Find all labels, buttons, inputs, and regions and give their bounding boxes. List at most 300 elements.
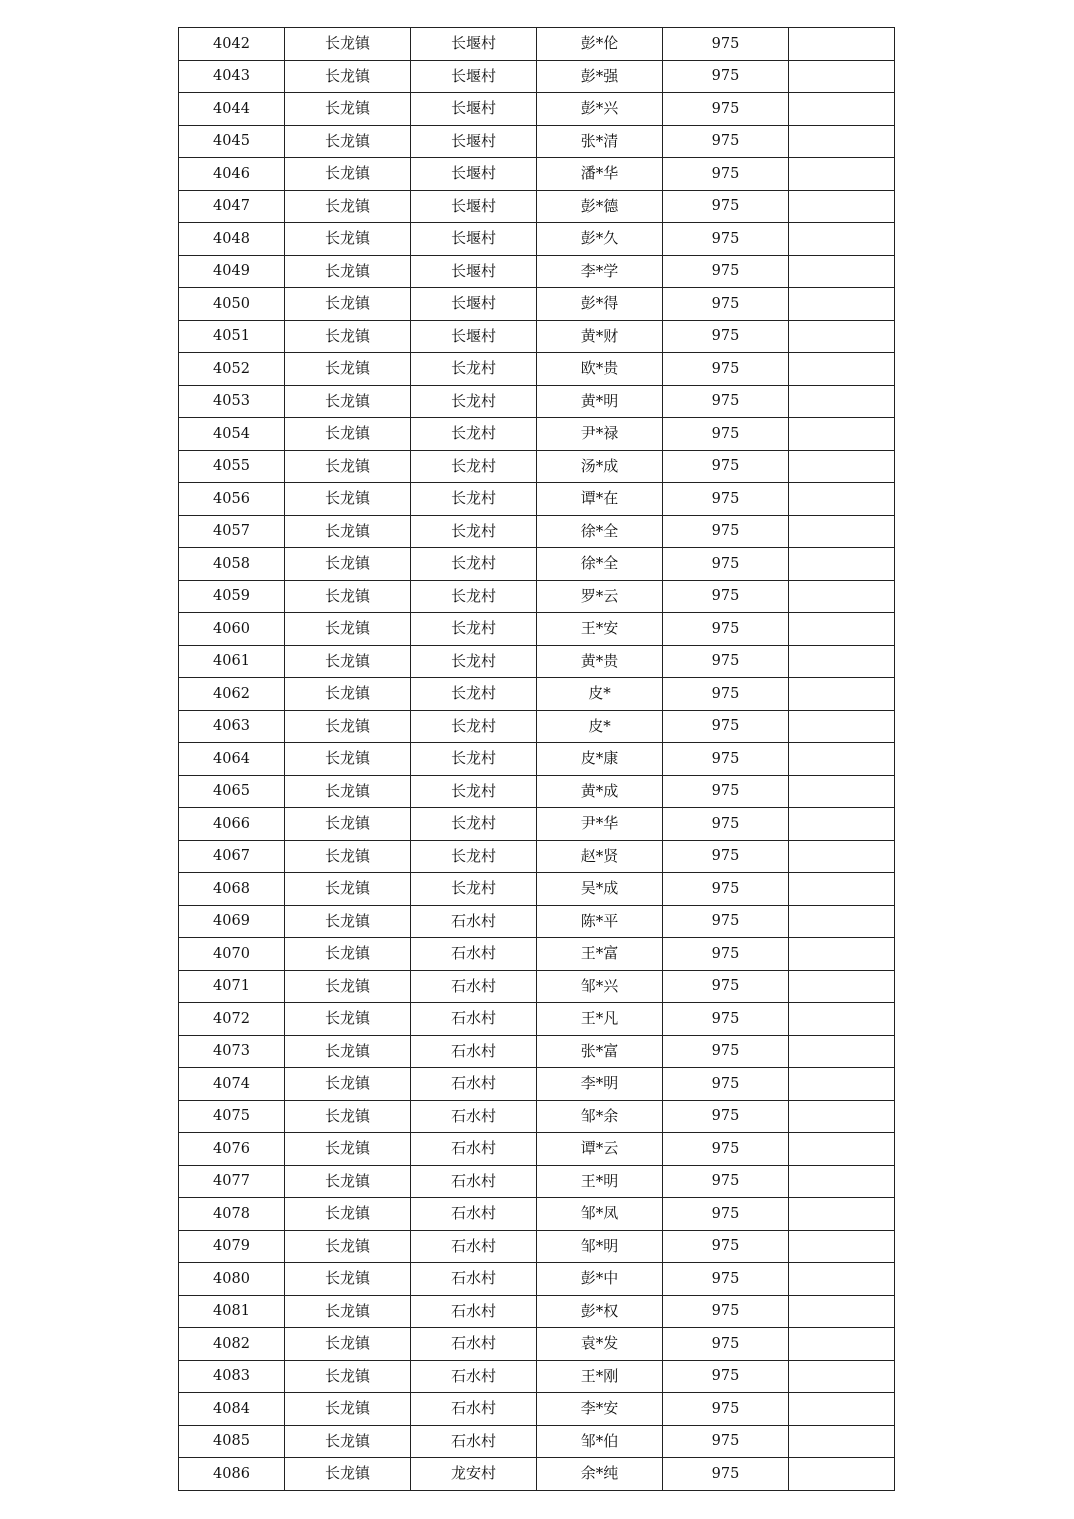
town-cell: 长龙镇	[285, 970, 411, 1003]
town-cell: 长龙镇	[285, 938, 411, 971]
name-cell: 皮*康	[537, 743, 663, 776]
village-cell: 长龙村	[411, 580, 537, 613]
row-number-cell: 4052	[179, 353, 285, 386]
village-cell: 石水村	[411, 905, 537, 938]
name-cell: 徐*全	[537, 515, 663, 548]
amount-cell: 975	[663, 1393, 789, 1426]
note-cell	[789, 28, 895, 61]
name-cell: 邹*伯	[537, 1425, 663, 1458]
village-cell: 石水村	[411, 1100, 537, 1133]
amount-cell: 975	[663, 1230, 789, 1263]
name-cell: 张*清	[537, 125, 663, 158]
row-number-cell: 4045	[179, 125, 285, 158]
name-cell: 黄*成	[537, 775, 663, 808]
village-cell: 长堰村	[411, 255, 537, 288]
table-row	[179, 288, 895, 321]
village-cell: 长龙村	[411, 710, 537, 743]
village-cell: 长龙村	[411, 678, 537, 711]
table-row	[179, 905, 895, 938]
note-cell	[789, 1295, 895, 1328]
note-cell	[789, 1068, 895, 1101]
town-cell: 长龙镇	[285, 190, 411, 223]
row-number-cell: 4071	[179, 970, 285, 1003]
village-cell: 长龙村	[411, 873, 537, 906]
town-cell: 长龙镇	[285, 353, 411, 386]
amount-cell: 975	[663, 1133, 789, 1166]
note-cell	[789, 1198, 895, 1231]
village-cell: 长堰村	[411, 288, 537, 321]
name-cell: 彭*久	[537, 223, 663, 256]
note-cell	[789, 60, 895, 93]
name-cell: 余*纯	[537, 1458, 663, 1491]
town-cell: 长龙镇	[285, 1263, 411, 1296]
note-cell	[789, 320, 895, 353]
amount-cell: 975	[663, 808, 789, 841]
name-cell: 张*富	[537, 1035, 663, 1068]
name-cell: 彭*权	[537, 1295, 663, 1328]
amount-cell: 975	[663, 1068, 789, 1101]
name-cell: 彭*兴	[537, 93, 663, 126]
village-cell: 长堰村	[411, 93, 537, 126]
subsidy-list-table	[178, 27, 895, 1491]
table-row	[179, 93, 895, 126]
village-cell: 长龙村	[411, 808, 537, 841]
amount-cell: 975	[663, 320, 789, 353]
town-cell: 长龙镇	[285, 158, 411, 191]
amount-cell: 975	[663, 613, 789, 646]
name-cell: 陈*平	[537, 905, 663, 938]
town-cell: 长龙镇	[285, 808, 411, 841]
amount-cell: 975	[663, 288, 789, 321]
amount-cell: 975	[663, 158, 789, 191]
row-number-cell: 4082	[179, 1328, 285, 1361]
village-cell: 长堰村	[411, 320, 537, 353]
name-cell: 王*安	[537, 613, 663, 646]
note-cell	[789, 743, 895, 776]
note-cell	[789, 775, 895, 808]
town-cell: 长龙镇	[285, 1425, 411, 1458]
amount-cell: 975	[663, 1458, 789, 1491]
row-number-cell: 4076	[179, 1133, 285, 1166]
amount-cell: 975	[663, 353, 789, 386]
note-cell	[789, 1165, 895, 1198]
row-number-cell: 4065	[179, 775, 285, 808]
amount-cell: 975	[663, 938, 789, 971]
table-row	[179, 613, 895, 646]
note-cell	[789, 1133, 895, 1166]
village-cell: 长堰村	[411, 223, 537, 256]
name-cell: 尹*华	[537, 808, 663, 841]
table-row	[179, 28, 895, 61]
note-cell	[789, 678, 895, 711]
name-cell: 彭*强	[537, 60, 663, 93]
amount-cell: 975	[663, 125, 789, 158]
village-cell: 石水村	[411, 1295, 537, 1328]
town-cell: 长龙镇	[285, 1133, 411, 1166]
village-cell: 石水村	[411, 1068, 537, 1101]
note-cell	[789, 710, 895, 743]
note-cell	[789, 483, 895, 516]
amount-cell: 975	[663, 93, 789, 126]
table-row	[179, 1003, 895, 1036]
amount-cell: 975	[663, 1295, 789, 1328]
town-cell: 长龙镇	[285, 645, 411, 678]
amount-cell: 975	[663, 255, 789, 288]
name-cell: 袁*发	[537, 1328, 663, 1361]
town-cell: 长龙镇	[285, 1230, 411, 1263]
amount-cell: 975	[663, 970, 789, 1003]
village-cell: 长堰村	[411, 158, 537, 191]
amount-cell: 975	[663, 580, 789, 613]
name-cell: 黄*明	[537, 385, 663, 418]
amount-cell: 975	[663, 60, 789, 93]
amount-cell: 975	[663, 840, 789, 873]
table-row	[179, 223, 895, 256]
town-cell: 长龙镇	[285, 1393, 411, 1426]
town-cell: 长龙镇	[285, 60, 411, 93]
note-cell	[789, 288, 895, 321]
town-cell: 长龙镇	[285, 1003, 411, 1036]
town-cell: 长龙镇	[285, 223, 411, 256]
row-number-cell: 4081	[179, 1295, 285, 1328]
name-cell: 李*明	[537, 1068, 663, 1101]
name-cell: 邹*余	[537, 1100, 663, 1133]
amount-cell: 975	[663, 28, 789, 61]
row-number-cell: 4046	[179, 158, 285, 191]
town-cell: 长龙镇	[285, 743, 411, 776]
note-cell	[789, 190, 895, 223]
town-cell: 长龙镇	[285, 905, 411, 938]
name-cell: 彭*得	[537, 288, 663, 321]
table-row	[179, 515, 895, 548]
row-number-cell: 4070	[179, 938, 285, 971]
amount-cell: 975	[663, 385, 789, 418]
town-cell: 长龙镇	[285, 1328, 411, 1361]
amount-cell: 975	[663, 1328, 789, 1361]
amount-cell: 975	[663, 1165, 789, 1198]
town-cell: 长龙镇	[285, 710, 411, 743]
table-row	[179, 938, 895, 971]
name-cell: 王*凡	[537, 1003, 663, 1036]
amount-cell: 975	[663, 418, 789, 451]
village-cell: 长龙村	[411, 515, 537, 548]
amount-cell: 975	[663, 1035, 789, 1068]
row-number-cell: 4061	[179, 645, 285, 678]
table-row	[179, 1263, 895, 1296]
amount-cell: 975	[663, 1198, 789, 1231]
note-cell	[789, 580, 895, 613]
amount-cell: 975	[663, 743, 789, 776]
table-row	[179, 548, 895, 581]
table-row	[179, 1360, 895, 1393]
village-cell: 石水村	[411, 970, 537, 1003]
town-cell: 长龙镇	[285, 418, 411, 451]
row-number-cell: 4072	[179, 1003, 285, 1036]
village-cell: 长龙村	[411, 483, 537, 516]
amount-cell: 975	[663, 1263, 789, 1296]
row-number-cell: 4063	[179, 710, 285, 743]
name-cell: 赵*贤	[537, 840, 663, 873]
town-cell: 长龙镇	[285, 288, 411, 321]
row-number-cell: 4055	[179, 450, 285, 483]
town-cell: 长龙镇	[285, 678, 411, 711]
name-cell: 王*刚	[537, 1360, 663, 1393]
town-cell: 长龙镇	[285, 1100, 411, 1133]
name-cell: 谭*云	[537, 1133, 663, 1166]
table-row	[179, 450, 895, 483]
row-number-cell: 4064	[179, 743, 285, 776]
row-number-cell: 4048	[179, 223, 285, 256]
village-cell: 长堰村	[411, 125, 537, 158]
name-cell: 邹*兴	[537, 970, 663, 1003]
table-row	[179, 645, 895, 678]
row-number-cell: 4073	[179, 1035, 285, 1068]
table-row	[179, 158, 895, 191]
row-number-cell: 4042	[179, 28, 285, 61]
village-cell: 石水村	[411, 1230, 537, 1263]
note-cell	[789, 158, 895, 191]
note-cell	[789, 873, 895, 906]
table-row	[179, 1295, 895, 1328]
note-cell	[789, 938, 895, 971]
note-cell	[789, 1230, 895, 1263]
town-cell: 长龙镇	[285, 613, 411, 646]
village-cell: 长堰村	[411, 190, 537, 223]
note-cell	[789, 1328, 895, 1361]
village-cell: 长龙村	[411, 840, 537, 873]
table-row	[179, 743, 895, 776]
table-row	[179, 840, 895, 873]
table-body	[179, 28, 895, 1491]
town-cell: 长龙镇	[285, 1165, 411, 1198]
village-cell: 长龙村	[411, 613, 537, 646]
row-number-cell: 4057	[179, 515, 285, 548]
table-row	[179, 483, 895, 516]
table-row	[179, 1068, 895, 1101]
town-cell: 长龙镇	[285, 1035, 411, 1068]
note-cell	[789, 905, 895, 938]
village-cell: 石水村	[411, 1035, 537, 1068]
village-cell: 石水村	[411, 1328, 537, 1361]
name-cell: 李*安	[537, 1393, 663, 1426]
name-cell: 邹*明	[537, 1230, 663, 1263]
village-cell: 石水村	[411, 1263, 537, 1296]
row-number-cell: 4043	[179, 60, 285, 93]
amount-cell: 975	[663, 645, 789, 678]
table-row	[179, 1393, 895, 1426]
row-number-cell: 4067	[179, 840, 285, 873]
note-cell	[789, 1425, 895, 1458]
name-cell: 彭*伦	[537, 28, 663, 61]
note-cell	[789, 125, 895, 158]
village-cell: 长堰村	[411, 60, 537, 93]
village-cell: 石水村	[411, 1198, 537, 1231]
note-cell	[789, 1458, 895, 1491]
row-number-cell: 4058	[179, 548, 285, 581]
town-cell: 长龙镇	[285, 125, 411, 158]
village-cell: 长龙村	[411, 385, 537, 418]
amount-cell: 975	[663, 483, 789, 516]
village-cell: 石水村	[411, 1360, 537, 1393]
table-row	[179, 1133, 895, 1166]
table-row	[179, 385, 895, 418]
village-cell: 长龙村	[411, 645, 537, 678]
table-row	[179, 1198, 895, 1231]
row-number-cell: 4054	[179, 418, 285, 451]
table-row	[179, 580, 895, 613]
row-number-cell: 4051	[179, 320, 285, 353]
row-number-cell: 4075	[179, 1100, 285, 1133]
name-cell: 罗*云	[537, 580, 663, 613]
row-number-cell: 4078	[179, 1198, 285, 1231]
row-number-cell: 4066	[179, 808, 285, 841]
table-row	[179, 1328, 895, 1361]
table-row	[179, 678, 895, 711]
amount-cell: 975	[663, 190, 789, 223]
name-cell: 欧*贵	[537, 353, 663, 386]
table-row	[179, 1458, 895, 1491]
town-cell: 长龙镇	[285, 320, 411, 353]
table-row	[179, 418, 895, 451]
row-number-cell: 4083	[179, 1360, 285, 1393]
table-row	[179, 1425, 895, 1458]
row-number-cell: 4053	[179, 385, 285, 418]
town-cell: 长龙镇	[285, 450, 411, 483]
name-cell: 尹*禄	[537, 418, 663, 451]
name-cell: 徐*全	[537, 548, 663, 581]
note-cell	[789, 808, 895, 841]
name-cell: 彭*德	[537, 190, 663, 223]
town-cell: 长龙镇	[285, 255, 411, 288]
amount-cell: 975	[663, 678, 789, 711]
town-cell: 长龙镇	[285, 1198, 411, 1231]
note-cell	[789, 385, 895, 418]
note-cell	[789, 353, 895, 386]
village-cell: 石水村	[411, 1133, 537, 1166]
note-cell	[789, 1035, 895, 1068]
table-row	[179, 873, 895, 906]
town-cell: 长龙镇	[285, 1295, 411, 1328]
note-cell	[789, 1393, 895, 1426]
row-number-cell: 4056	[179, 483, 285, 516]
name-cell: 吴*成	[537, 873, 663, 906]
row-number-cell: 4068	[179, 873, 285, 906]
note-cell	[789, 223, 895, 256]
note-cell	[789, 970, 895, 1003]
row-number-cell: 4079	[179, 1230, 285, 1263]
village-cell: 石水村	[411, 1393, 537, 1426]
town-cell: 长龙镇	[285, 1068, 411, 1101]
amount-cell: 975	[663, 710, 789, 743]
row-number-cell: 4074	[179, 1068, 285, 1101]
note-cell	[789, 548, 895, 581]
village-cell: 长堰村	[411, 28, 537, 61]
note-cell	[789, 418, 895, 451]
village-cell: 长龙村	[411, 418, 537, 451]
row-number-cell: 4069	[179, 905, 285, 938]
row-number-cell: 4047	[179, 190, 285, 223]
town-cell: 长龙镇	[285, 840, 411, 873]
note-cell	[789, 840, 895, 873]
town-cell: 长龙镇	[285, 873, 411, 906]
name-cell: 黄*贵	[537, 645, 663, 678]
amount-cell: 975	[663, 1003, 789, 1036]
note-cell	[789, 1100, 895, 1133]
note-cell	[789, 1003, 895, 1036]
table-row	[179, 1035, 895, 1068]
table-row	[179, 710, 895, 743]
note-cell	[789, 1360, 895, 1393]
name-cell: 李*学	[537, 255, 663, 288]
village-cell: 长龙村	[411, 548, 537, 581]
row-number-cell: 4060	[179, 613, 285, 646]
note-cell	[789, 255, 895, 288]
amount-cell: 975	[663, 548, 789, 581]
village-cell: 石水村	[411, 1165, 537, 1198]
town-cell: 长龙镇	[285, 1458, 411, 1491]
table-row	[179, 60, 895, 93]
table-row	[179, 125, 895, 158]
village-cell: 石水村	[411, 1425, 537, 1458]
amount-cell: 975	[663, 775, 789, 808]
amount-cell: 975	[663, 1425, 789, 1458]
village-cell: 石水村	[411, 1003, 537, 1036]
note-cell	[789, 645, 895, 678]
amount-cell: 975	[663, 450, 789, 483]
town-cell: 长龙镇	[285, 483, 411, 516]
amount-cell: 975	[663, 905, 789, 938]
row-number-cell: 4059	[179, 580, 285, 613]
note-cell	[789, 515, 895, 548]
town-cell: 长龙镇	[285, 1360, 411, 1393]
amount-cell: 975	[663, 1100, 789, 1133]
village-cell: 长龙村	[411, 775, 537, 808]
amount-cell: 975	[663, 1360, 789, 1393]
row-number-cell: 4086	[179, 1458, 285, 1491]
name-cell: 皮*	[537, 678, 663, 711]
name-cell: 彭*中	[537, 1263, 663, 1296]
town-cell: 长龙镇	[285, 580, 411, 613]
town-cell: 长龙镇	[285, 775, 411, 808]
table-row	[179, 775, 895, 808]
row-number-cell: 4044	[179, 93, 285, 126]
table-row	[179, 1230, 895, 1263]
table-row	[179, 353, 895, 386]
amount-cell: 975	[663, 223, 789, 256]
name-cell: 皮*	[537, 710, 663, 743]
name-cell: 汤*成	[537, 450, 663, 483]
table-row	[179, 970, 895, 1003]
table-row	[179, 1100, 895, 1133]
town-cell: 长龙镇	[285, 548, 411, 581]
note-cell	[789, 1263, 895, 1296]
row-number-cell: 4080	[179, 1263, 285, 1296]
town-cell: 长龙镇	[285, 515, 411, 548]
village-cell: 石水村	[411, 938, 537, 971]
table-row	[179, 190, 895, 223]
village-cell: 长龙村	[411, 450, 537, 483]
note-cell	[789, 450, 895, 483]
table-row	[179, 255, 895, 288]
row-number-cell: 4085	[179, 1425, 285, 1458]
village-cell: 长龙村	[411, 353, 537, 386]
village-cell: 龙安村	[411, 1458, 537, 1491]
row-number-cell: 4049	[179, 255, 285, 288]
name-cell: 邹*凤	[537, 1198, 663, 1231]
amount-cell: 975	[663, 515, 789, 548]
town-cell: 长龙镇	[285, 93, 411, 126]
town-cell: 长龙镇	[285, 385, 411, 418]
